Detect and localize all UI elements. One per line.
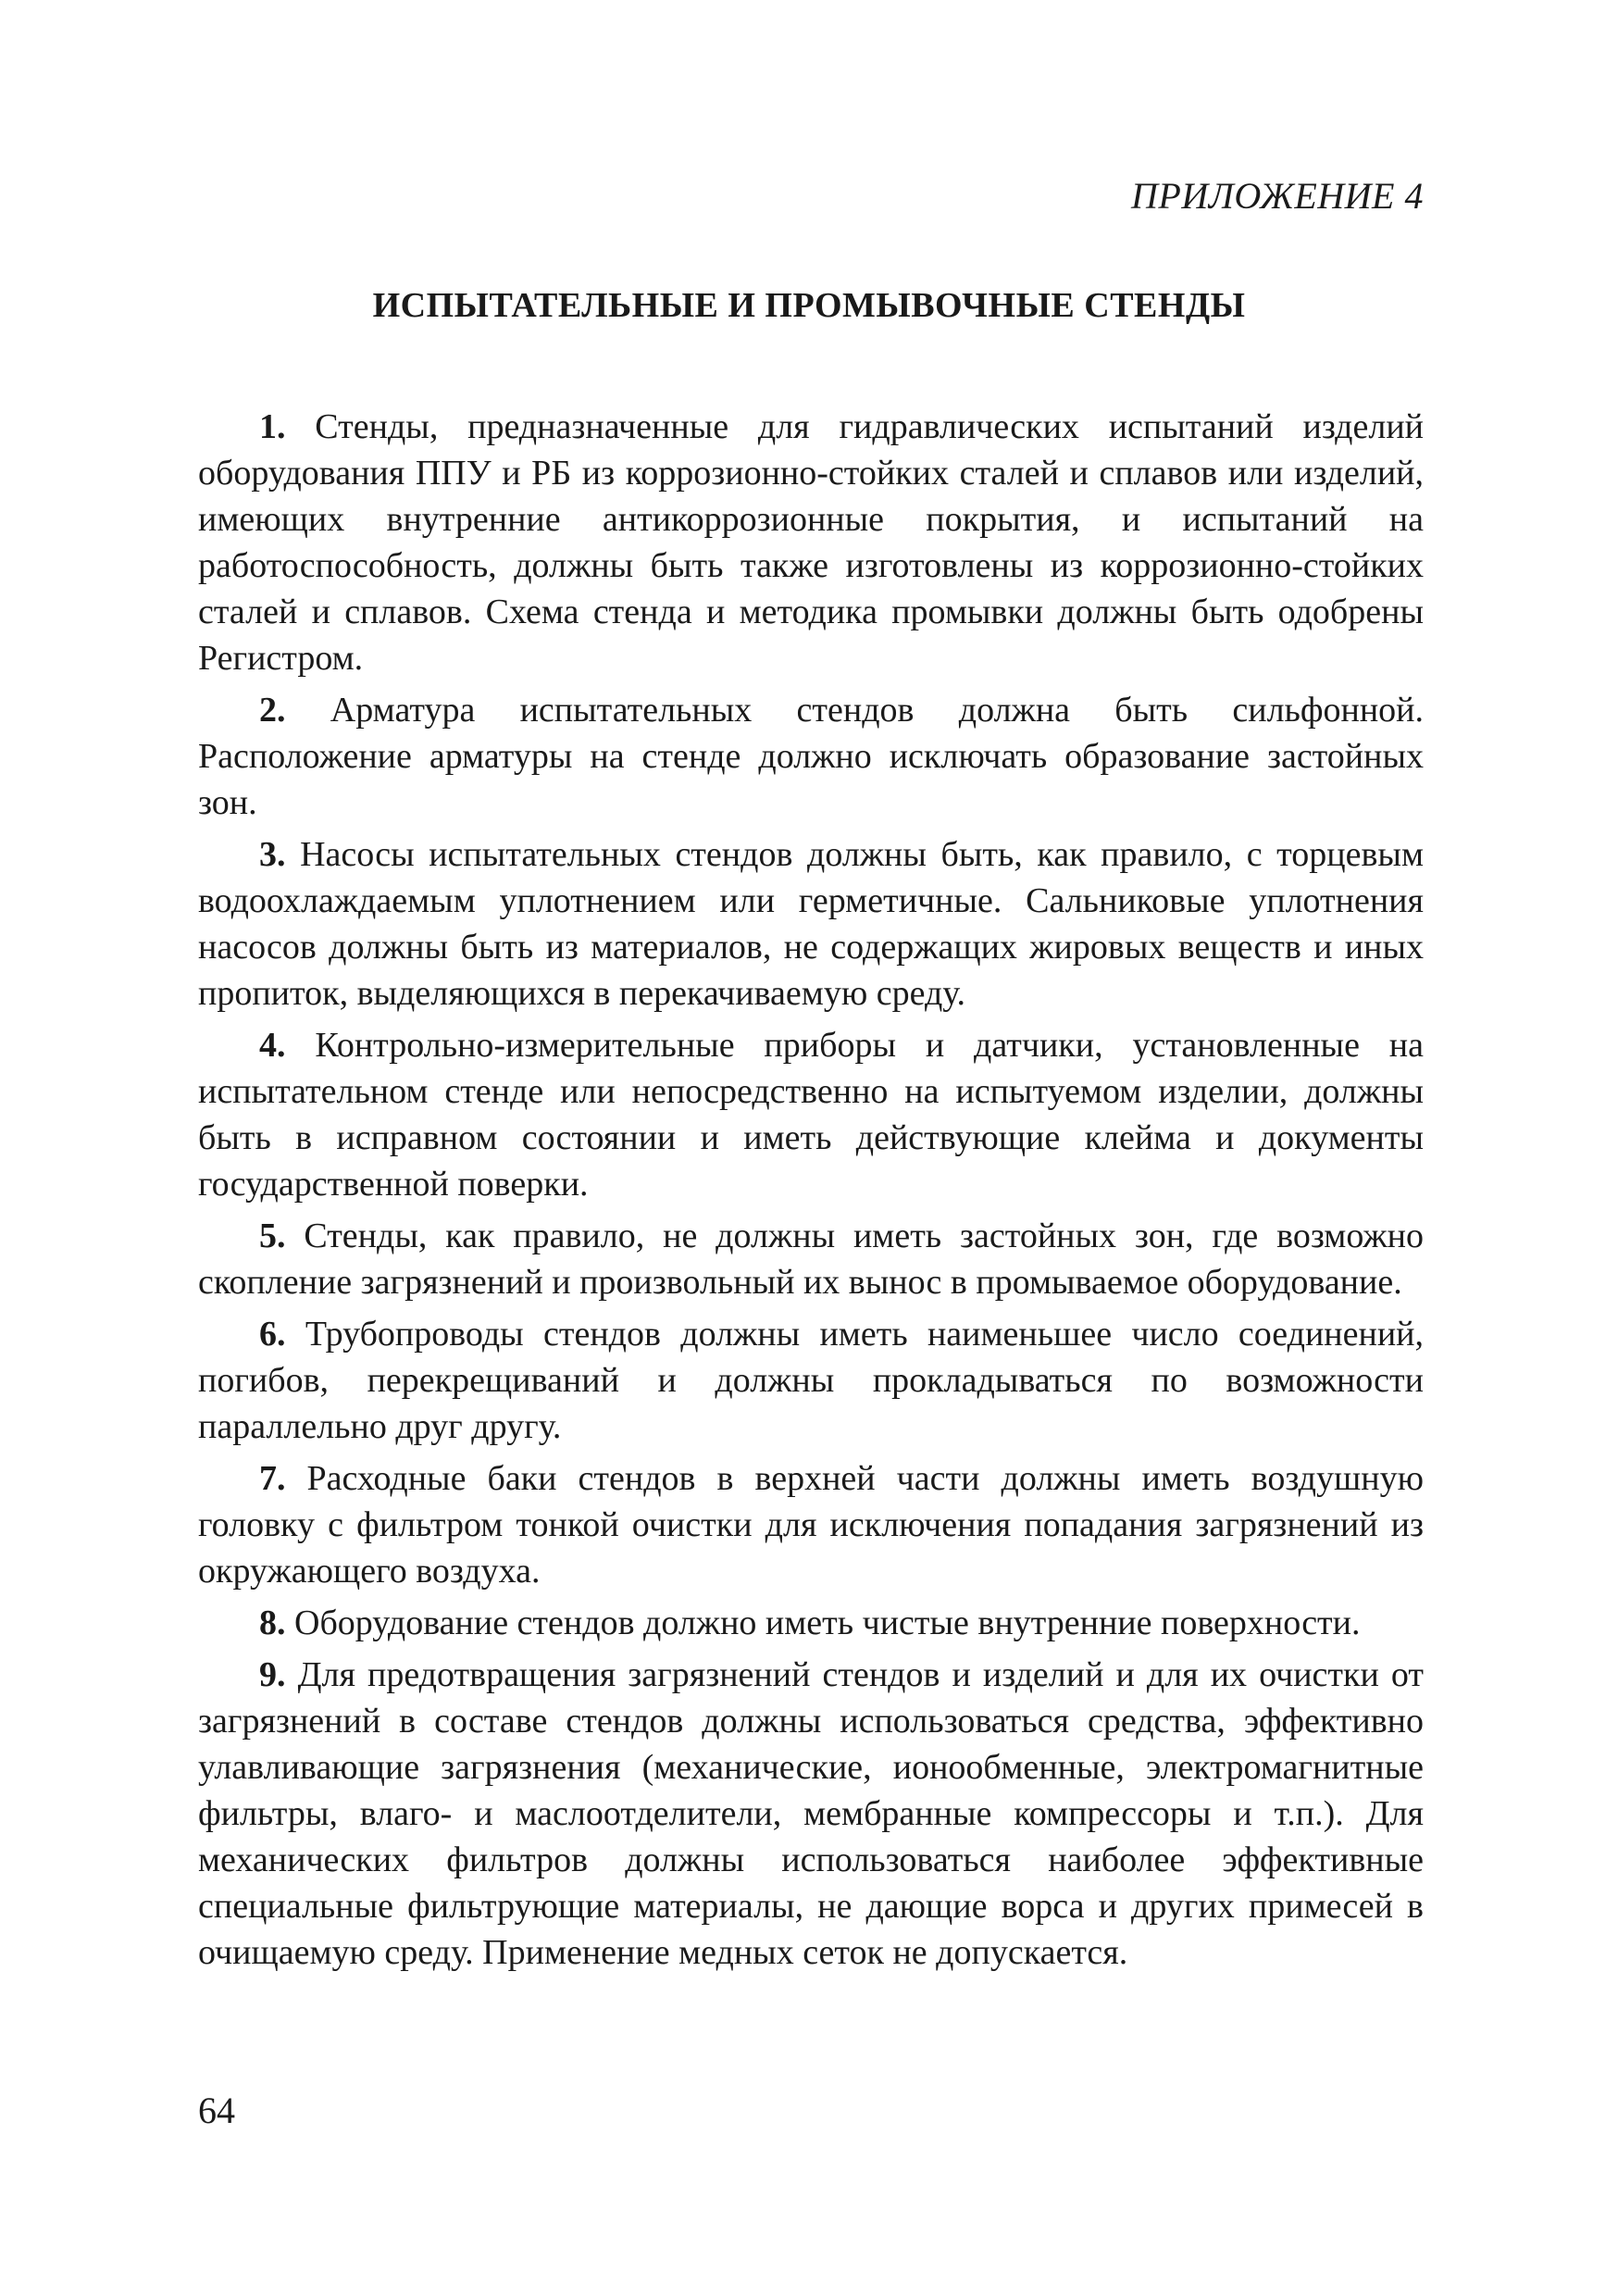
paragraph-text: Стенды, как правило, не должны иметь застойных зон, где возможно скопление загрязнений и произвольный их вынос в промываемое оборудование. — [198, 1217, 1424, 1302]
paragraph-text: Расходные баки стендов в верхней части должны иметь воздушную головку с фильтром тонкой очистки для исключения попадания загрязнений из окружающего воздуха. — [198, 1459, 1425, 1591]
paragraph-text: Трубопроводы стендов должны иметь наименьшее число соединений, погибов, перекрещиваний и должны прокладываться по возможности параллельно друг другу. — [198, 1315, 1425, 1446]
paragraph-number: 8. — [259, 1603, 286, 1642]
paragraph-number: 5. — [259, 1217, 286, 1255]
paragraph-number: 9. — [259, 1655, 286, 1694]
paragraph-2 — [198, 687, 1424, 826]
paragraph-text: Для предотвращения загрязнений стендов и изделий и для их очистки от загрязнений в составе стендов должны использоваться средства, эффективно улавливающие загрязнения (механические, ионообменные, электромагнитные фильтры, влаго- и маслоотделители, мембранные компрессоры и т.п.). Для механических фильтров должны использоваться наиболее эффективные специальные фильтрующие материалы, не дающие ворса и других примесей в очищаемую среду. Применение медных сеток не допускается. — [198, 1655, 1424, 1972]
paragraph-number: 1. — [259, 407, 286, 446]
paragraph-text: Оборудование стендов должно иметь чистые внутренние поверхности. — [294, 1603, 1361, 1642]
paragraph-number: 3. — [259, 835, 286, 874]
paragraph-3 — [198, 831, 1424, 1017]
page-number: 64 — [198, 2090, 235, 2131]
paragraph-7 — [198, 1455, 1424, 1594]
body-text — [198, 404, 1424, 1981]
paragraph-1 — [198, 404, 1424, 681]
paragraph-number: 4. — [259, 1026, 286, 1065]
appendix-label: ПРИЛОЖЕНИЕ 4 — [1131, 175, 1424, 217]
paragraph-text: Арматура испытательных стендов должна быть сильфонной. Расположение арматуры на стенде должно исключать образование застойных зон. — [198, 691, 1425, 822]
paragraph-number: 7. — [259, 1459, 286, 1498]
paragraph-4 — [198, 1022, 1424, 1207]
paragraph-5 — [198, 1213, 1424, 1305]
paragraph-number: 6. — [259, 1315, 286, 1354]
paragraph-9 — [198, 1652, 1424, 1976]
paragraph-6 — [198, 1311, 1424, 1450]
paragraph-8 — [198, 1600, 1424, 1646]
paragraph-text: Контрольно-измерительные приборы и датчики, установленные на испытательном стенде или непосредственно на испытуемом изделии, должны быть в исправном состоянии и иметь действующие клейма и документы государственной поверки. — [198, 1026, 1425, 1204]
paragraph-number: 2. — [259, 691, 286, 730]
paragraph-text: Стенды, предназначенные для гидравлических испытаний изделий оборудования ППУ и РБ из коррозионно-стойких сталей и сплавов или изделий, имеющих внутренние антикоррозионные покрытия, и испытаний на работоспособность, должны быть также изготовлены из коррозионно-стойких сталей и сплавов. Схема стенда и методика промывки должны быть одобрены Регистром. — [198, 407, 1424, 678]
page-title: ИСПЫТАТЕЛЬНЫЕ И ПРОМЫВОЧНЫЕ СТЕНДЫ — [372, 286, 1246, 325]
paragraph-text: Насосы испытательных стендов должны быть, как правило, с торцевым водоохлаждаемым уплотнением или герметичные. Сальниковые уплотнения насосов должны быть из материалов, не содержащих жировых веществ и иных пропиток, выделяющихся в перекачиваемую среду. — [198, 835, 1424, 1013]
